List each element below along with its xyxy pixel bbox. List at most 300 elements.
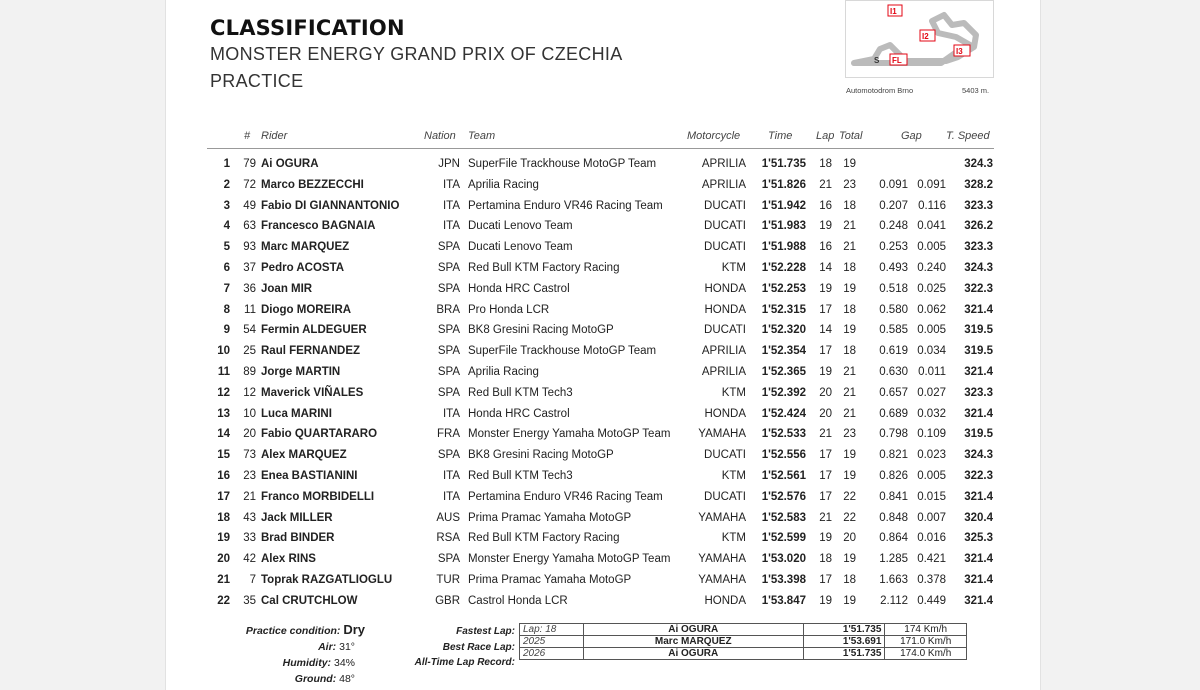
nation: BRA (436, 303, 460, 316)
lap-time: 1'52.392 (761, 386, 806, 399)
gap-to-previous: 0.023 (917, 449, 946, 462)
humidity-value: 34% (333, 657, 355, 669)
fastest-lap-rider: Ai OGURA (583, 624, 803, 636)
nation: ITA (442, 470, 460, 482)
circuit-name: Automotodrom Brno (846, 86, 914, 95)
top-speed: 321.4 (964, 574, 993, 586)
gap-to-previous: 0.005 (917, 470, 946, 482)
total-laps: 18 (843, 574, 856, 586)
col-header-time: Time (768, 130, 793, 142)
position: 19 (217, 532, 230, 545)
nation: SPA (437, 262, 460, 274)
gap-to-first: 0.248 (879, 220, 908, 233)
rider-number: 12 (243, 386, 256, 399)
lap-time: 1'52.424 (761, 407, 806, 420)
total-laps: 22 (843, 490, 856, 503)
table-row (0, 491, 1200, 511)
motorcycle: DUCATI (704, 220, 746, 233)
rider-name: Marc MARQUEZ (261, 241, 350, 254)
motorcycle: KTM (721, 532, 746, 545)
gap-to-previous: 0.034 (917, 345, 946, 358)
rider-number: 35 (243, 594, 256, 607)
nation: TUR (436, 574, 460, 586)
best-lap: 19 (819, 282, 832, 295)
marker-start-label: S (874, 56, 880, 65)
best-lap: 18 (819, 158, 832, 170)
position: 17 (217, 490, 230, 503)
gap-to-previous: 0.062 (917, 303, 946, 316)
marker-i1-label: I1 (890, 7, 897, 16)
marker-i2-label: I2 (922, 32, 929, 41)
gap-to-previous: 0.032 (917, 407, 946, 420)
lap-time: 1'52.354 (761, 345, 806, 358)
best-lap: 17 (819, 449, 832, 462)
total-laps: 21 (843, 220, 856, 233)
table-row (0, 428, 1200, 448)
team-name: SuperFile Trackhouse MotoGP Team (468, 158, 657, 170)
team-name: Castrol Honda LCR (468, 594, 568, 607)
gap-to-first: 0.619 (879, 345, 908, 358)
best-lap: 17 (819, 303, 832, 316)
fastest-lap-label: Fastest Lap: (456, 626, 515, 637)
rider-number: 37 (243, 262, 256, 274)
position: 4 (223, 220, 230, 233)
gap-to-first: 2.112 (880, 594, 908, 607)
position: 21 (217, 574, 230, 586)
top-speed: 321.4 (964, 553, 993, 566)
best-race-lap-row (520, 636, 967, 648)
best-lap: 17 (819, 574, 832, 586)
table-row (0, 241, 1200, 261)
team-name: Honda HRC Castrol (468, 282, 570, 295)
best-lap: 16 (819, 199, 832, 212)
table-row (0, 532, 1200, 552)
marker-i3-label: I3 (956, 47, 963, 56)
team-name: Red Bull KTM Tech3 (468, 470, 573, 482)
nation: SPA (437, 553, 460, 566)
gap-to-first: 0.630 (879, 366, 908, 378)
rider-name: Ai OGURA (261, 158, 319, 170)
nation: ITA (442, 199, 460, 212)
total-laps: 19 (843, 324, 856, 337)
gap-to-previous: 0.007 (917, 511, 946, 524)
col-header-lap: Lap (816, 130, 835, 142)
top-speed: 322.3 (964, 470, 993, 482)
humidity (200, 657, 355, 669)
gap-to-previous: 0.240 (917, 262, 946, 274)
table-row (0, 408, 1200, 428)
team-name: Prima Pramac Yamaha MotoGP (468, 511, 632, 524)
nation: AUS (436, 511, 460, 524)
all-time-record-row (520, 648, 967, 660)
gap-to-first: 1.285 (879, 553, 908, 566)
total-laps: 19 (843, 282, 856, 295)
best-race-lap-key: 2025 (520, 636, 584, 648)
team-name: Honda HRC Castrol (468, 407, 570, 420)
best-lap: 17 (819, 345, 832, 358)
top-speed: 320.4 (964, 511, 993, 524)
position: 2 (223, 178, 230, 191)
gap-to-first: 0.585 (879, 324, 908, 337)
lap-time: 1'52.576 (761, 490, 806, 503)
nation: SPA (437, 345, 460, 358)
team-name: Pertamina Enduro VR46 Racing Team (468, 490, 663, 503)
motorcycle: YAMAHA (698, 553, 746, 566)
top-speed: 321.4 (964, 490, 993, 503)
gap-to-first: 0.657 (879, 386, 908, 399)
ground-value: 48° (339, 673, 355, 685)
fastest-lap-time: 1'51.735 (803, 624, 885, 636)
col-header-total: Total (839, 130, 863, 142)
air-temperature (200, 641, 355, 653)
top-speed: 324.3 (964, 158, 993, 170)
total-laps: 18 (843, 262, 856, 274)
air-label: Air: (318, 641, 337, 653)
total-laps: 18 (843, 345, 856, 358)
lap-records-table (519, 623, 967, 660)
all-time-record-time: 1'51.735 (803, 648, 885, 660)
nation: GBR (435, 594, 460, 607)
total-laps: 18 (843, 199, 856, 212)
rider-number: 36 (243, 282, 256, 295)
position: 8 (223, 303, 230, 316)
rider-number: 63 (243, 220, 256, 233)
table-row (0, 366, 1200, 386)
best-race-lap-time: 1'53.691 (803, 636, 885, 648)
position: 6 (223, 262, 230, 274)
table-row (0, 304, 1200, 324)
fastest-lap-speed: 174 Km/h (885, 624, 967, 636)
rider-name: Maverick VIÑALES (261, 386, 364, 399)
rider-name: Luca MARINI (261, 407, 332, 420)
col-header-speed: T. Speed (946, 130, 990, 142)
table-row (0, 158, 1200, 178)
team-name: Red Bull KTM Factory Racing (468, 532, 620, 545)
total-laps: 23 (843, 178, 856, 191)
total-laps: 19 (843, 158, 856, 170)
lap-time: 1'52.556 (761, 449, 806, 462)
best-lap: 19 (819, 594, 832, 607)
gap-to-first: 1.663 (879, 574, 908, 586)
motorcycle: DUCATI (704, 324, 746, 337)
col-header-rider: Rider (261, 130, 288, 142)
nation: ITA (442, 407, 460, 420)
team-name: Ducati Lenovo Team (468, 241, 573, 254)
motorcycle: HONDA (704, 282, 746, 295)
total-laps: 22 (843, 511, 856, 524)
position: 22 (217, 594, 230, 607)
gap-to-previous: 0.378 (917, 574, 946, 586)
nation: RSA (436, 532, 460, 545)
team-name: Aprilia Racing (468, 366, 539, 378)
best-lap: 14 (819, 262, 832, 274)
total-laps: 19 (843, 470, 856, 482)
lap-time: 1'53.847 (761, 594, 806, 607)
gap-to-previous: 0.041 (917, 220, 946, 233)
motorcycle: KTM (721, 386, 746, 399)
motorcycle: APRILIA (701, 366, 746, 378)
lap-time: 1'52.561 (761, 470, 806, 482)
nation: FRA (437, 428, 460, 441)
motorcycle: HONDA (704, 594, 746, 607)
position: 3 (223, 199, 230, 212)
rider-name: Jack MILLER (261, 511, 333, 524)
gap-to-previous: 0.015 (917, 490, 946, 503)
marker-fl-label: FL (892, 56, 902, 65)
rider-number: 79 (243, 158, 256, 170)
position: 13 (217, 407, 230, 420)
lap-time: 1'51.942 (761, 199, 806, 212)
total-laps: 19 (843, 594, 856, 607)
team-name: Prima Pramac Yamaha MotoGP (468, 574, 632, 586)
nation: SPA (437, 241, 460, 254)
event-name: MONSTER ENERGY GRAND PRIX OF CZECHIA (210, 44, 623, 64)
motorcycle: APRILIA (701, 345, 746, 358)
position: 20 (217, 553, 230, 566)
table-row (0, 553, 1200, 573)
nation: ITA (442, 490, 460, 503)
position: 18 (217, 511, 230, 524)
ground-temperature (200, 673, 355, 685)
gap-to-first: 0.841 (879, 490, 908, 503)
nation: SPA (437, 366, 460, 378)
gap-to-first: 0.864 (879, 532, 908, 545)
rider-number: 72 (243, 178, 256, 191)
col-header-num: # (244, 130, 251, 142)
gap-to-first: 0.826 (879, 470, 908, 482)
rider-name: Franco MORBIDELLI (261, 490, 375, 503)
position: 7 (223, 282, 230, 295)
best-lap: 21 (819, 428, 832, 441)
lap-time: 1'52.533 (761, 428, 806, 441)
motorcycle: DUCATI (704, 199, 746, 212)
best-lap: 17 (819, 490, 832, 503)
top-speed: 324.3 (964, 449, 993, 462)
best-lap: 16 (819, 241, 832, 254)
best-lap: 21 (819, 178, 832, 191)
col-header-gap: Gap (901, 130, 922, 142)
top-speed: 321.4 (964, 303, 993, 316)
top-speed: 319.5 (964, 324, 993, 337)
nation: SPA (437, 282, 460, 295)
col-header-team: Team (468, 130, 496, 142)
rider-number: 54 (243, 324, 256, 337)
gap-to-first: 0.091 (879, 178, 908, 191)
team-name: SuperFile Trackhouse MotoGP Team (468, 345, 657, 358)
motorcycle: APRILIA (701, 158, 746, 170)
motorcycle: KTM (721, 262, 746, 274)
team-name: Ducati Lenovo Team (468, 220, 573, 233)
top-speed: 321.4 (964, 407, 993, 420)
fastest-lap-row (520, 624, 967, 636)
gap-to-previous: 0.005 (917, 324, 946, 337)
motorcycle: DUCATI (704, 241, 746, 254)
all-time-record-rider: Ai OGURA (583, 648, 803, 660)
rider-number: 7 (249, 574, 256, 586)
table-row (0, 595, 1200, 615)
all-time-record-key: 2026 (520, 648, 584, 660)
position: 1 (223, 158, 230, 170)
team-name: Red Bull KTM Factory Racing (468, 262, 620, 274)
session-name: PRACTICE (210, 71, 304, 91)
gap-to-previous: 0.027 (917, 386, 946, 399)
position: 11 (217, 366, 230, 378)
page-title: CLASSIFICATION (210, 16, 405, 40)
table-row (0, 512, 1200, 532)
position: 16 (217, 470, 230, 482)
humidity-label: Humidity: (282, 657, 332, 669)
fastest-lap-key: Lap: 18 (520, 624, 584, 636)
rider-number: 33 (243, 532, 256, 545)
rider-number: 11 (244, 303, 256, 316)
total-laps: 19 (843, 553, 856, 566)
rider-name: Brad BINDER (261, 532, 335, 545)
gap-to-previous: 0.025 (917, 282, 946, 295)
top-speed: 319.5 (964, 428, 993, 441)
rider-name: Alex RINS (261, 553, 316, 566)
lap-time: 1'52.583 (761, 511, 806, 524)
rider-number: 73 (243, 449, 256, 462)
gap-to-previous: 0.005 (917, 241, 946, 254)
best-lap: 17 (819, 470, 832, 482)
table-row (0, 345, 1200, 365)
motorcycle: YAMAHA (698, 511, 746, 524)
table-row (0, 387, 1200, 407)
best-lap: 19 (819, 366, 832, 378)
lap-time: 1'51.988 (761, 241, 806, 254)
gap-to-previous: 0.091 (917, 178, 946, 191)
lap-time: 1'51.735 (761, 158, 806, 170)
rider-name: Raul FERNANDEZ (261, 345, 361, 358)
rider-name: Alex MARQUEZ (261, 449, 347, 462)
rider-name: Cal CRUTCHLOW (261, 594, 358, 607)
gap-to-previous: 0.011 (918, 366, 946, 378)
table-row (0, 200, 1200, 220)
table-row (0, 470, 1200, 490)
best-race-lap-rider: Marc MARQUEZ (583, 636, 803, 648)
rider-name: Enea BASTIANINI (261, 470, 358, 482)
top-speed: 322.3 (964, 282, 993, 295)
rider-number: 21 (243, 490, 256, 503)
motorcycle: DUCATI (704, 449, 746, 462)
gap-to-previous: 0.109 (917, 428, 946, 441)
motorcycle: KTM (721, 470, 746, 482)
total-laps: 18 (843, 303, 856, 316)
practice-condition-value: Dry (343, 622, 365, 637)
lap-time: 1'52.228 (761, 262, 806, 274)
best-race-lap-label: Best Race Lap: (442, 642, 515, 653)
table-row (0, 262, 1200, 282)
rider-name: Joan MIR (261, 282, 313, 295)
top-speed: 324.3 (964, 262, 993, 274)
position: 5 (223, 241, 230, 254)
position: 10 (217, 345, 230, 358)
table-row (0, 574, 1200, 594)
top-speed: 323.3 (964, 386, 993, 399)
gap-to-previous: 0.016 (917, 532, 946, 545)
motorcycle: HONDA (704, 407, 746, 420)
position: 12 (217, 386, 230, 399)
nation: SPA (437, 386, 460, 399)
motorcycle: HONDA (704, 303, 746, 316)
header-divider (207, 148, 994, 149)
team-name: Red Bull KTM Tech3 (468, 386, 573, 399)
practice-condition (200, 622, 365, 637)
table-row (0, 220, 1200, 240)
lap-time: 1'52.253 (761, 282, 806, 295)
top-speed: 321.4 (964, 594, 993, 607)
best-lap: 20 (819, 407, 832, 420)
best-lap: 19 (819, 532, 832, 545)
nation: ITA (442, 220, 460, 233)
motorcycle: YAMAHA (698, 428, 746, 441)
nation: ITA (442, 178, 460, 191)
rider-number: 25 (243, 345, 256, 358)
lap-time: 1'52.599 (761, 532, 806, 545)
total-laps: 19 (843, 449, 856, 462)
best-race-lap-speed: 171.0 Km/h (885, 636, 967, 648)
table-row (0, 283, 1200, 303)
top-speed: 323.3 (964, 241, 993, 254)
rider-name: Fabio DI GIANNANTONIO (261, 199, 400, 212)
rider-name: Jorge MARTIN (261, 366, 341, 378)
position: 9 (223, 324, 230, 337)
nation: SPA (437, 324, 460, 337)
table-row (0, 179, 1200, 199)
lap-time: 1'51.826 (761, 178, 806, 191)
rider-name: Francesco BAGNAIA (261, 220, 376, 233)
gap-to-first: 0.580 (879, 303, 908, 316)
best-lap: 21 (819, 511, 832, 524)
rider-name: Diogo MOREIRA (261, 303, 352, 316)
rider-number: 49 (243, 199, 256, 212)
rider-number: 42 (243, 553, 256, 566)
lap-time: 1'53.398 (761, 574, 806, 586)
team-name: Pertamina Enduro VR46 Racing Team (468, 199, 663, 212)
lap-time: 1'53.020 (761, 553, 806, 566)
top-speed: 326.2 (964, 220, 993, 233)
gap-to-first: 0.848 (879, 511, 908, 524)
top-speed: 319.5 (964, 345, 993, 358)
gap-to-first: 0.798 (879, 428, 908, 441)
rider-name: Pedro ACOSTA (261, 262, 345, 274)
rider-name: Fabio QUARTARARO (261, 428, 378, 441)
rider-name: Fermin ALDEGUER (261, 324, 367, 337)
rider-name: Toprak RAZGATLIOGLU (261, 574, 393, 586)
gap-to-previous: 0.116 (918, 199, 946, 212)
gap-to-first: 0.207 (879, 199, 908, 212)
rider-number: 89 (243, 366, 256, 378)
gap-to-first: 0.689 (879, 407, 908, 420)
nation: JPN (438, 158, 460, 170)
lap-time: 1'52.315 (761, 303, 806, 316)
top-speed: 321.4 (964, 366, 993, 378)
best-lap: 20 (819, 386, 832, 399)
gap-to-previous: 0.449 (917, 594, 946, 607)
gap-to-first: 0.518 (879, 282, 908, 295)
ground-label: Ground: (294, 673, 337, 685)
rider-number: 23 (243, 470, 256, 482)
motorcycle: APRILIA (701, 178, 746, 191)
best-lap: 19 (819, 220, 832, 233)
gap-to-previous: 0.421 (917, 553, 946, 566)
circuit-map (845, 0, 994, 78)
nation: SPA (437, 449, 460, 462)
gap-to-first: 0.821 (879, 449, 908, 462)
top-speed: 328.2 (964, 178, 993, 191)
all-time-record-label: All-Time Lap Record: (414, 657, 515, 668)
team-name: Monster Energy Yamaha MotoGP Team (468, 428, 671, 441)
